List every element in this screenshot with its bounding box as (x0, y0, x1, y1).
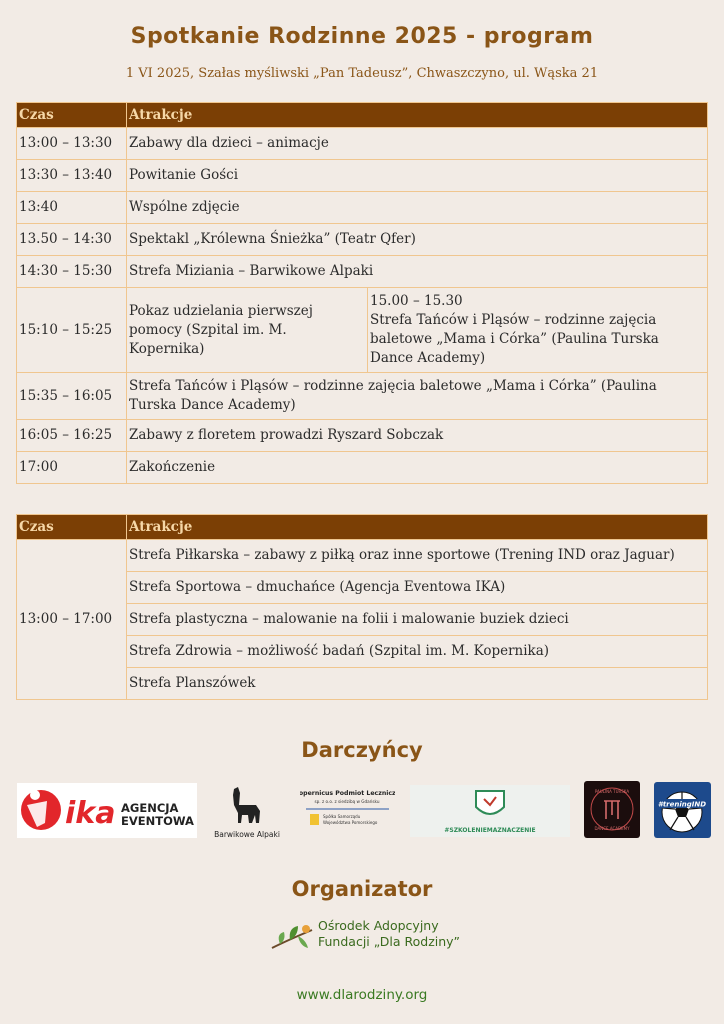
attraction-cell: Strefa plastyczna – malowanie na folii i malowanie buziek dzieci (127, 604, 708, 636)
event-details: 1 VI 2025, Szałas myśliwski „Pan Tadeusz”, Chwaszczyno, ul. Wąska 21 (125, 66, 599, 81)
attraction-cell: Strefa Planszówek (127, 668, 708, 700)
alpaki-logo (212, 783, 282, 841)
column-header-attractions: Atrakcje (127, 103, 708, 128)
sponsors-heading: Darczyńcy (301, 738, 423, 762)
time-cell: 15:10 – 15:25 (17, 288, 127, 373)
column-header-time: Czas (17, 103, 127, 128)
parallel-time: 15.00 – 15.30 (370, 293, 463, 309)
trening-ind-logo (654, 782, 711, 838)
time-cell: 14:30 – 15:30 (17, 256, 127, 288)
copernicus-line4: Województwa Pomorskiego (323, 820, 378, 825)
organizer-line1: Ośrodek Adopcyjny (318, 918, 439, 933)
table-row (17, 128, 708, 160)
szkolenie-logo (410, 785, 570, 837)
page-title: Spotkanie Rodzinne 2025 - program (130, 24, 594, 49)
zones-table (16, 514, 708, 700)
attraction-cell: Pokaz udzielania pierwszej pomocy (Szpital im. M. Kopernika) (127, 288, 368, 373)
attraction-cell: Strefa Zdrowia – możliwość badań (Szpital im. M. Kopernika) (127, 636, 708, 668)
copernicus-logo (300, 783, 395, 838)
attraction-cell: Strefa Tańców i Pląsów – rodzinne zajęcia baletowe „Mama i Córka” (Paulina Turska Dance Academy) (127, 373, 708, 420)
table-header-row (17, 103, 708, 128)
table-row (17, 256, 708, 288)
time-cell: 15:35 – 16:05 (17, 373, 127, 420)
attraction-cell: Strefa Piłkarska – zabawy z piłką oraz inne sportowe (Trening IND oraz Jaguar) (127, 540, 708, 572)
schedule-table (16, 102, 708, 484)
flower-icon (302, 925, 310, 933)
ika-line2: EVENTOWA (121, 814, 194, 828)
attraction-cell: Strefa Miziania – Barwikowe Alpaki (127, 256, 708, 288)
ika-logo (17, 783, 197, 838)
table-header-row (17, 515, 708, 540)
attraction-cell: Strefa Sportowa – dmuchańce (Agencja Eventowa IKA) (127, 572, 708, 604)
time-cell: 13:00 – 17:00 (17, 540, 127, 700)
table-row (17, 192, 708, 224)
alpaki-label: Barwikowe Alpaki (214, 830, 280, 839)
time-cell: 13:30 – 13:40 (17, 160, 127, 192)
leaf-icon (298, 936, 308, 948)
copernicus-line1: Copernicus Podmiot Leczniczy (300, 790, 395, 797)
attraction-cell: Zakończenie (127, 452, 708, 484)
table-row (17, 540, 708, 572)
time-cell: 13:40 (17, 192, 127, 224)
table-row (17, 420, 708, 452)
column-header-attractions: Atrakcje (127, 515, 708, 540)
pt-line1: PAULINA TURSKA (594, 789, 630, 794)
attraction-cell: Zabawy z floretem prowadzi Ryszard Sobczak (127, 420, 708, 452)
pt-line2: DANCE ACADEMY (594, 826, 630, 831)
time-cell: 17:00 (17, 452, 127, 484)
attraction-cell: Spektakl „Królewna Śnieżka” (Teatr Qfer) (127, 224, 708, 256)
ind-label: #treningIND (657, 800, 707, 809)
column-header-time: Czas (17, 515, 127, 540)
attraction-cell-parallel (368, 288, 708, 373)
copernicus-line3: Spółka Samorządu (323, 814, 361, 819)
table-row (17, 160, 708, 192)
paulina-turska-logo (584, 781, 640, 838)
szkolenie-label: #SZKOLENIEMAZNACZENIE (444, 827, 536, 834)
table-row (17, 373, 708, 420)
attraction-cell: Wspólne zdjęcie (127, 192, 708, 224)
copernicus-line2: sp. z o.o. z siedzibą w Gdańsku (314, 799, 380, 804)
table-row (17, 288, 708, 373)
time-cell: 16:05 – 16:25 (17, 420, 127, 452)
attraction-cell: Zabawy dla dzieci – animacje (127, 128, 708, 160)
parallel-attraction: Strefa Tańców i Pląsów – rodzinne zajęcia baletowe „Mama i Córka” (Paulina Turska Dance Academy) (370, 312, 659, 366)
ika-line1: AGENCJA (121, 801, 179, 815)
ika-wordmark: ika (65, 796, 116, 831)
time-cell: 13:00 – 13:30 (17, 128, 127, 160)
website-link[interactable]: www.dlarodziny.org (296, 987, 428, 1003)
organizer-name (318, 918, 460, 950)
table-row (17, 224, 708, 256)
time-cell: 13.50 – 14:30 (17, 224, 127, 256)
organizer-line2: Fundacji „Dla Rodziny” (318, 934, 461, 949)
organizer-heading: Organizator (291, 877, 433, 901)
table-row (17, 452, 708, 484)
attraction-cell: Powitanie Gości (127, 160, 708, 192)
